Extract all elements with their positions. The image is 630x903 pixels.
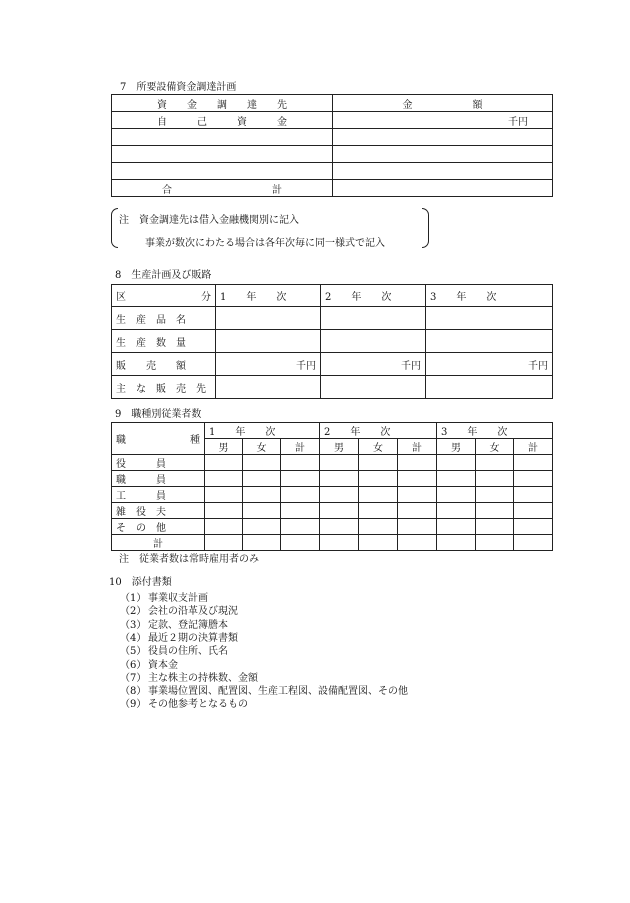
production-cell	[216, 307, 321, 330]
production-cell	[426, 307, 553, 330]
subtotal-header: 計	[281, 439, 320, 455]
funding-table	[111, 94, 553, 197]
attachment-number: （3）	[120, 619, 147, 631]
note-left-bracket	[111, 208, 118, 248]
section9-heading: 9 職種別従業者数	[115, 409, 202, 420]
section9-note: 注 従業者数は常時雇用者のみ	[119, 554, 259, 565]
attachment-number: （7）	[120, 672, 147, 684]
section7-note-line1: 注 資金調達先は借入金融機関別に記入	[119, 215, 299, 226]
funding-cell	[112, 146, 333, 163]
production-cell	[321, 376, 426, 399]
funding-cell	[333, 146, 553, 163]
female-header: 女	[243, 439, 281, 455]
row-officers: 役 員	[112, 455, 205, 471]
own-capital-label: 自 己 資 金	[112, 112, 333, 129]
attachment-number: （8）	[120, 686, 147, 698]
male-header: 男	[320, 439, 359, 455]
amount-header: 金 額	[333, 95, 553, 112]
attachment-number: （6）	[120, 659, 147, 671]
row-workers: 工 員	[112, 487, 205, 503]
funding-source-header: 資 金 調 達 先	[112, 95, 333, 112]
emp-year2-header: 2 年 次	[320, 423, 437, 439]
attachment-number: （4）	[120, 632, 147, 644]
funding-cell	[333, 163, 553, 180]
attachment-text: 定款、登記簿謄本	[148, 619, 228, 631]
production-table	[111, 284, 553, 399]
year3-header: 3 年 次	[426, 285, 553, 307]
female-header: 女	[359, 439, 398, 455]
row-product-name: 生 産 品 名	[112, 307, 216, 330]
sales-unit-year2: 千円	[321, 353, 426, 376]
sales-unit-year3: 千円	[426, 353, 553, 376]
total-amount-cell	[333, 180, 553, 197]
production-cell	[321, 307, 426, 330]
row-main-customers: 主 な 販 売 先	[112, 376, 216, 399]
sales-unit-year1: 千円	[216, 353, 321, 376]
amount-unit: 千円	[333, 112, 553, 129]
attachment-number: （5）	[120, 646, 147, 658]
attachment-text: その他参考となるもの	[148, 699, 248, 711]
attachment-item	[120, 695, 248, 710]
row-production-volume: 生 産 数 量	[112, 330, 216, 353]
funding-cell	[112, 163, 333, 180]
production-cell	[426, 330, 553, 353]
section8-heading: 8 生産計画及び販路	[115, 270, 212, 281]
row-staff: 職 員	[112, 471, 205, 487]
subtotal-header: 計	[398, 439, 437, 455]
attachment-text: 会社の沿革及び現況	[148, 606, 238, 618]
attachment-text: 事業場位置図、配置図、生産工程図、設備配置図、その他	[148, 686, 408, 698]
section7-note-line2: 事業が数次にわたる場合は各年次毎に同一様式で記入	[145, 238, 385, 249]
category-header: 区 分	[112, 285, 216, 307]
attachment-text: 役員の住所、氏名	[148, 646, 228, 658]
subtotal-header: 計	[514, 439, 553, 455]
row-total: 計	[112, 535, 205, 551]
male-header: 男	[205, 439, 243, 455]
year1-header: 1 年 次	[216, 285, 321, 307]
attachment-number: （9）	[120, 699, 147, 711]
attachment-number: （2）	[120, 606, 147, 618]
attachment-number: （1）	[120, 593, 147, 604]
attachment-text: 最近２期の決算書類	[148, 632, 238, 644]
employee-table	[111, 422, 553, 551]
row-sales-amount: 販 売 額	[112, 353, 216, 376]
row-others: そ の 他	[112, 519, 205, 535]
total-label: 合 計	[112, 180, 333, 197]
funding-cell	[333, 129, 553, 146]
female-header: 女	[476, 439, 514, 455]
production-cell	[216, 376, 321, 399]
attachment-text: 事業収支計画	[148, 593, 208, 604]
attachment-text: 資本金	[148, 659, 178, 671]
section10-heading: 10 添付書類	[109, 577, 172, 588]
production-cell	[216, 330, 321, 353]
emp-year3-header: 3 年 次	[437, 423, 553, 439]
funding-cell	[112, 129, 333, 146]
emp-year1-header: 1 年 次	[205, 423, 320, 439]
section7-heading: 7 所要設備資金調達計画	[120, 82, 237, 93]
attachment-text: 主な株主の持株数、金額	[148, 672, 258, 684]
male-header: 男	[437, 439, 476, 455]
production-cell	[426, 376, 553, 399]
row-laborers: 雑 役 夫	[112, 503, 205, 519]
year2-header: 2 年 次	[321, 285, 426, 307]
production-cell	[321, 330, 426, 353]
job-type-header: 職 種	[112, 423, 205, 455]
note-right-bracket	[422, 208, 429, 248]
